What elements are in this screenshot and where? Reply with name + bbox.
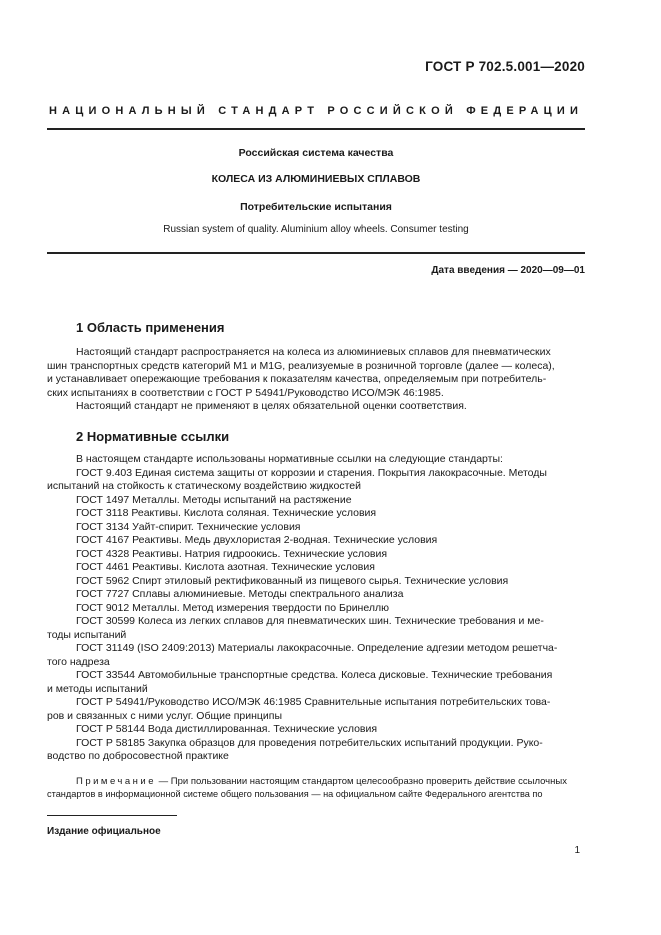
reference-line: ГОСТ 4328 Реактивы. Натрия гидроокись. Технические условия: [76, 547, 388, 560]
reference-line: того надреза: [47, 655, 110, 668]
s1-line-2: и устанавливает опережающие требования к показателям качества, определяемым при потребитель-: [47, 373, 547, 385]
note-line1: — При пользовании настоящим стандартом целесообразно проверить действие ссылочных: [156, 776, 567, 787]
reference-line: ГОСТ 7727 Сплавы алюминиевые. Методы спектрального анализа: [76, 588, 404, 600]
reference-line: ГОСТ 4461 Реактивы. Кислота азотная. Технические условия: [76, 561, 375, 573]
page-number: 1: [574, 845, 580, 856]
reference-line: ГОСТ 3134 Уайт-спирит. Технические условия: [76, 520, 301, 533]
reference-line: ГОСТ 30599 Колеса из легких сплавов для пневматических шин. Технические требования и ме-: [76, 615, 544, 627]
reference-line: ГОСТ 4167 Реактивы. Медь двухлористая 2-водная. Технические условия: [76, 534, 438, 546]
national-standard-banner: НАЦИОНАЛЬНЫЙ СТАНДАРТ РОССИЙСКОЙ ФЕДЕРАЦИИ: [48, 105, 584, 117]
reference-line: ГОСТ 3118 Реактивы. Кислота соляная. Технические условия: [76, 507, 377, 519]
title-system: Российская система качества: [238, 147, 394, 159]
reference-line: ГОСТ 31149 (ISO 2409:2013) Материалы лакокрасочные. Определение адгезии методом решетча-: [76, 642, 558, 654]
edition-note: Издание официальное: [47, 826, 161, 837]
s1-line-0: Настоящий стандарт распространяется на колеса из алюминиевых сплавов для пневматических: [76, 346, 551, 358]
note-label: Примечание: [76, 776, 156, 787]
reference-line: ров и связанных с ними услуг. Общие принципы: [47, 709, 283, 722]
reference-line: испытаний на стойкость к статическому воздействию жидкостей: [47, 480, 361, 492]
reference-line: ГОСТ Р 54941/Руководство ИСО/МЭК 46:1985 Сравнительные испытания потребительских това-: [76, 696, 551, 708]
s1-line-4: Настоящий стандарт не применяют в целях обязательной оценки соответствия.: [76, 400, 467, 412]
section2-heading: 2 Нормативные ссылки: [76, 429, 230, 444]
title-rule: [47, 252, 585, 254]
s1-line-1: шин транспортных средств категорий М1 и M1G, реализуемые в розничной торговле (далее — колеса),: [47, 359, 555, 372]
reference-line: ГОСТ Р 58144 Вода дистиллированная. Технические условия: [76, 723, 378, 735]
standard-code: ГОСТ Р 702.5.001—2020: [425, 59, 585, 74]
reference-line: ГОСТ 9012 Металлы. Метод измерения твердости по Бринеллю: [76, 601, 389, 614]
title-main: КОЛЕСА ИЗ АЛЮМИНИЕВЫХ СПЛАВОВ: [211, 173, 421, 185]
reference-line: ГОСТ 9.403 Единая система защиты от коррозии и старения. Покрытия лакокрасочные. Методы: [76, 466, 547, 479]
reference-line: ГОСТ 33544 Автомобильные транспортные средства. Колеса дисковые. Технические требования: [76, 669, 553, 681]
note: [47, 775, 585, 801]
effective-date: Дата введения — 2020—09—01: [431, 265, 585, 276]
reference-line: ГОСТ 5962 Спирт этиловый ректификованный из пищевого сырья. Технические условия: [76, 574, 509, 587]
reference-line: В настоящем стандарте использованы нормативные ссылки на следующие стандарты:: [76, 453, 503, 465]
section1-heading: 1 Область применения: [76, 320, 225, 335]
reference-line: тоды испытаний: [47, 628, 127, 641]
reference-line: ГОСТ Р 58185 Закупка образцов для проведения потребительских испытаний продукции. Руко-: [76, 736, 543, 749]
s1-line-3: ских испытаниях в соответствии с ГОСТ Р 54941/Руководство ИСО/МЭК 46:1985.: [47, 386, 444, 399]
note-line2: стандартов в информационной системе общего пользования — на официальном сайте Федерального агентства по: [47, 789, 543, 799]
title-sub: Потребительские испытания: [240, 201, 392, 213]
title-english: Russian system of quality. Aluminium alloy wheels. Consumer testing: [163, 224, 469, 235]
footer-rule: [47, 815, 177, 816]
reference-line: и методы испытаний: [47, 682, 148, 695]
reference-line: ГОСТ 1497 Металлы. Методы испытаний на растяжение: [76, 493, 352, 506]
reference-line: водство по добросовестной практике: [47, 750, 229, 762]
top-rule: [47, 128, 585, 130]
